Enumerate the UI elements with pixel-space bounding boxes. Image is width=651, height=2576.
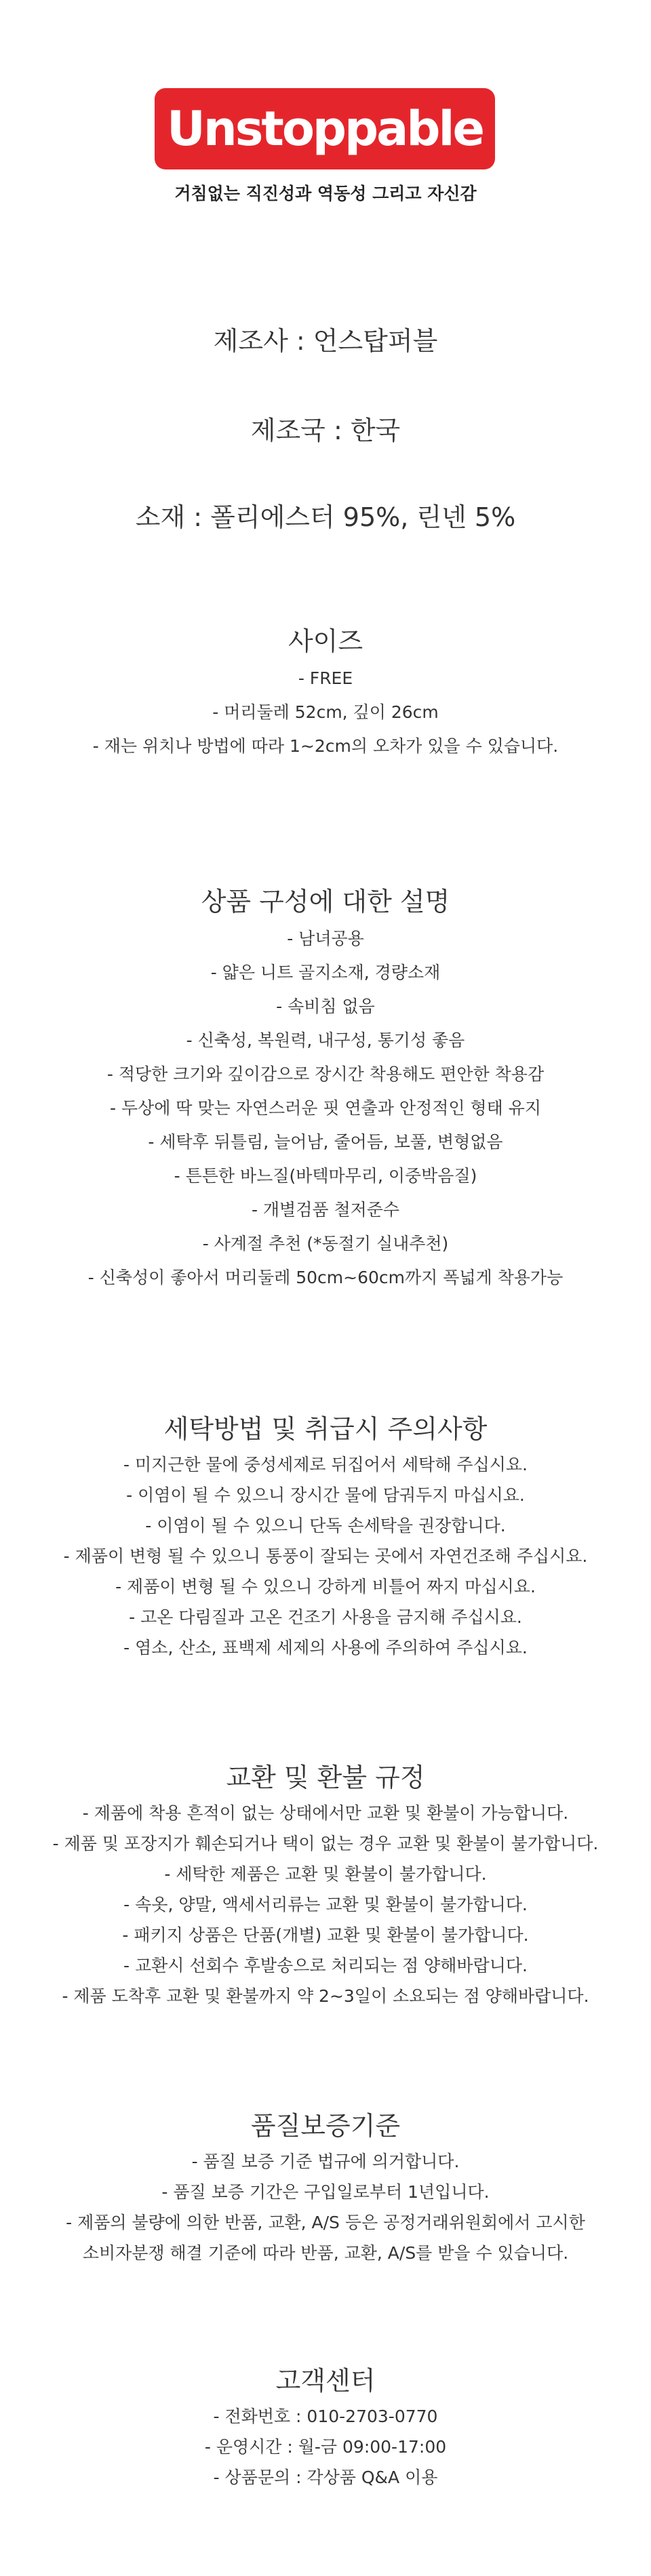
section-composition	[0, 881, 651, 1295]
care-line: - 이염이 될 수 있으니 단독 손세탁을 권장합니다.	[145, 1516, 506, 1535]
size-line: - 재는 위치나 방법에 따라 1~2cm의 오차가 있을 수 있습니다.	[92, 736, 559, 756]
exchange-line: - 속옷, 양말, 액세서리류는 교환 및 환불이 불가합니다.	[123, 1895, 528, 1914]
care-line: - 고온 다림질과 고온 건조기 사용을 금지해 주십시요.	[129, 1607, 522, 1627]
section-quality	[0, 2106, 651, 2268]
customer-center-line: - 상품문의 : 각상품 Q&A 이용	[213, 2468, 438, 2487]
section-exchange	[0, 1757, 651, 2011]
exchange-line: - 패키지 상품은 단품(개별) 교환 및 환불이 불가합니다.	[122, 1925, 529, 1945]
composition-line: - 적당한 크기와 깊이감으로 장시간 착용해도 편안한 착용감	[106, 1064, 545, 1084]
section-customer-center	[0, 2360, 651, 2493]
section-care-title: 세탁방법 및 취급시 주의사항	[163, 1414, 488, 1444]
size-line: - 머리둘레 52cm, 깊이 26cm	[212, 702, 439, 722]
composition-line: - 사계절 추천 (*동절기 실내추천)	[202, 1234, 449, 1253]
quality-line: - 품질 보증 기간은 구입일로부터 1년입니다.	[161, 2182, 490, 2202]
customer-center-line: - 전화번호 : 010-2703-0770	[213, 2407, 438, 2426]
brand-tagline: 거침없는 직진성과 역동성 그리고 자신감	[174, 184, 477, 203]
section-care	[0, 1409, 651, 1663]
composition-line: - 세탁후 뒤틀림, 늘어남, 줄어듬, 보풀, 변형없음	[148, 1132, 503, 1152]
exchange-line: - 제품 및 포장지가 훼손되거나 택이 없는 경우 교환 및 환불이 불가합니다.	[52, 1834, 599, 1853]
section-exchange-title: 교환 및 환불 규정	[226, 1763, 425, 1792]
care-line: - 제품이 변형 될 수 있으니 통풍이 잘되는 곳에서 자연건조해 주십시요.	[63, 1546, 588, 1566]
composition-line: - 개별검품 철저준수	[251, 1200, 400, 1220]
composition-line: - 얇은 니트 골지소재, 경량소재	[210, 963, 441, 982]
spec-material: 소재 : 폴리에스터 95%, 린넨 5%	[135, 502, 516, 532]
composition-line: - 신축성이 좋아서 머리둘레 50cm~60cm까지 폭넓게 착용가능	[87, 1268, 564, 1287]
customer-center-line: - 운영시간 : 월-금 09:00-17:00	[204, 2437, 447, 2457]
care-line: - 이염이 될 수 있으니 장시간 물에 담궈두지 마십시요.	[126, 1485, 525, 1505]
care-line: - 미지근한 물에 중성세제로 뒤집어서 세탁해 주십시요.	[123, 1455, 528, 1474]
exchange-line: - 세탁한 제품은 교환 및 환불이 불가합니다.	[164, 1864, 487, 1884]
brand-logo-text: Unstoppable	[167, 101, 483, 157]
spec-manufacturer: 제조사 : 언스탑퍼블	[213, 326, 438, 356]
composition-line: - 튼튼한 바느질(바텍마무리, 이중박음질)	[174, 1166, 477, 1186]
care-line: - 제품이 변형 될 수 있으니 강하게 비틀어 짜지 마십시요.	[115, 1577, 536, 1596]
brand-logo	[155, 88, 495, 169]
quality-line: 소비자분쟁 해결 기준에 따라 반품, 교환, A/S를 받을 수 있습니다.	[82, 2243, 569, 2263]
composition-line: - 신축성, 복원력, 내구성, 통기성 좋음	[186, 1030, 465, 1050]
section-size-title: 사이즈	[288, 626, 363, 656]
section-size	[0, 621, 651, 763]
quality-line: - 품질 보증 기준 법규에 의거합니다.	[191, 2152, 460, 2171]
section-quality-title: 품질보증기준	[250, 2111, 401, 2141]
size-line: - FREE	[298, 668, 353, 688]
composition-line: - 두상에 딱 맞는 자연스러운 핏 연출과 안정적인 형태 유지	[110, 1098, 541, 1118]
exchange-line: - 교환시 선회수 후발송으로 처리되는 점 양해바랍니다.	[123, 1956, 528, 1975]
exchange-line: - 제품에 착용 흔적이 없는 상태에서만 교환 및 환불이 가능합니다.	[82, 1803, 569, 1823]
quality-line: - 제품의 불량에 의한 반품, 교환, A/S 등은 공정거래위원회에서 고시한	[66, 2213, 585, 2232]
exchange-line: - 제품 도착후 교환 및 환불까지 약 2~3일이 소요되는 점 양해바랍니다.	[62, 1986, 589, 2006]
section-composition-title: 상품 구성에 대한 설명	[201, 887, 450, 917]
composition-line: - 속비침 없음	[276, 997, 375, 1016]
care-line: - 염소, 산소, 표백제 세제의 사용에 주의하여 주십시요.	[123, 1638, 528, 1657]
section-customer-center-title: 고객센터	[275, 2366, 376, 2396]
spec-country: 제조국 : 한국	[250, 416, 401, 445]
composition-line: - 남녀공용	[287, 929, 364, 948]
